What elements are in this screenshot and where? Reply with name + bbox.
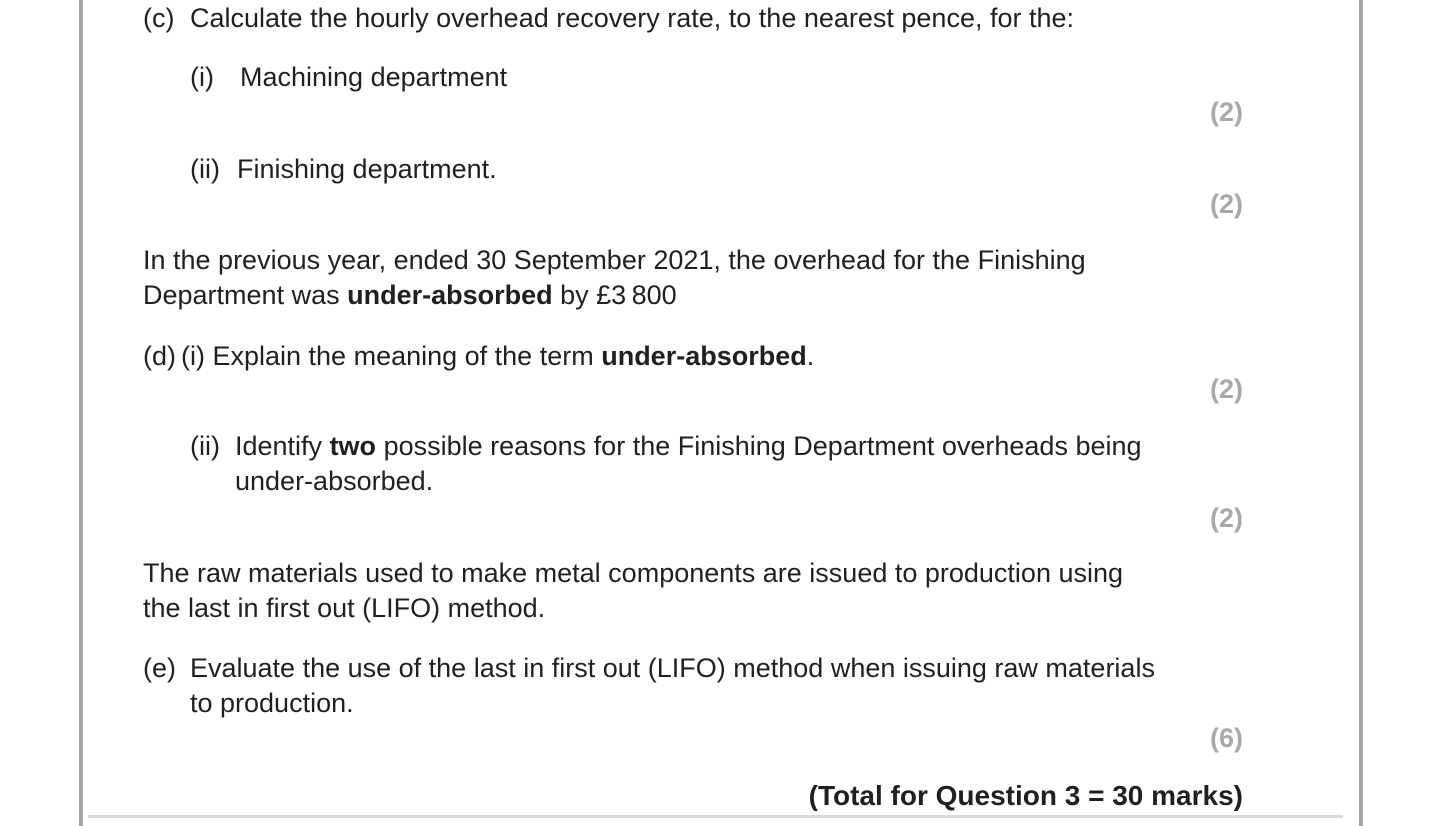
intro-under-absorbed-line2-post: by £3 800 bbox=[552, 280, 677, 310]
intro-under-absorbed-line1-text: In the previous year, ended 30 September 2021, the overhead for the Finishing bbox=[143, 245, 1086, 275]
part-c-sub-i-label: (i) bbox=[190, 62, 214, 92]
page-left-rule bbox=[79, 0, 83, 826]
part-d-sub-i-marks: (2) bbox=[1210, 374, 1243, 404]
intro-lifo-line1 bbox=[143, 556, 1123, 590]
part-c-sub-i-text: Machining department bbox=[240, 62, 508, 92]
part-d-sub-ii-line2-text: under-absorbed. bbox=[235, 466, 434, 496]
page-footer-rule bbox=[88, 815, 1343, 818]
part-d-sub-i-pre: (i) Explain the meaning of the term bbox=[181, 341, 602, 371]
part-c-sub-ii-text: Finishing department. bbox=[237, 154, 497, 184]
part-d-sub-ii-line1-bold: two bbox=[329, 431, 377, 461]
part-c-sub-i-line bbox=[190, 60, 507, 94]
part-e-line1-text: Evaluate the use of the last in first out (LIFO) method when issuing raw materials bbox=[190, 653, 1155, 683]
part-d-sub-ii-line2 bbox=[235, 464, 433, 498]
part-d-line bbox=[143, 339, 814, 373]
intro-under-absorbed-line2-pre: Department was bbox=[143, 280, 348, 310]
part-c-sub-ii-label: (ii) bbox=[190, 154, 220, 184]
part-e-marks: (6) bbox=[1210, 723, 1243, 753]
part-d-sub-i-bold: under-absorbed bbox=[601, 341, 807, 371]
part-e-line1 bbox=[143, 651, 1155, 685]
part-c-sub-ii-marks: (2) bbox=[1210, 189, 1243, 219]
part-c-text: Calculate the hourly overhead recovery rate, to the nearest pence, for the: bbox=[190, 3, 1075, 33]
question-total: (Total for Question 3 = 30 marks) bbox=[808, 780, 1243, 811]
intro-under-absorbed-line2 bbox=[143, 278, 677, 312]
part-c-line bbox=[143, 1, 1074, 35]
part-d-label: (d) bbox=[143, 341, 176, 371]
part-d-sub-ii-line1-post: possible reasons for the Finishing Department overheads being bbox=[376, 431, 1142, 461]
part-d-sub-ii-marks: (2) bbox=[1210, 503, 1243, 533]
part-d-sub-i-post: . bbox=[806, 341, 815, 371]
intro-under-absorbed-line2-bold: under-absorbed bbox=[347, 280, 553, 310]
part-d-sub-ii-label: (ii) bbox=[190, 431, 220, 461]
part-e-line2 bbox=[190, 686, 354, 720]
part-c-label: (c) bbox=[143, 3, 175, 33]
part-d-sub-ii-line1 bbox=[190, 429, 1142, 463]
part-e-line2-text: to production. bbox=[190, 688, 354, 718]
intro-lifo-line2-text: the last in first out (LIFO) method. bbox=[143, 593, 546, 623]
intro-lifo-line2 bbox=[143, 591, 545, 625]
page-right-rule bbox=[1359, 0, 1363, 826]
intro-under-absorbed-line1 bbox=[143, 243, 1086, 277]
part-c-sub-ii-line bbox=[190, 152, 497, 186]
part-e-label: (e) bbox=[143, 653, 176, 683]
part-c-sub-i-marks: (2) bbox=[1210, 97, 1243, 127]
intro-lifo-line1-text: The raw materials used to make metal components are issued to production using bbox=[143, 558, 1124, 588]
part-d-sub-ii-line1-pre: Identify bbox=[235, 431, 330, 461]
